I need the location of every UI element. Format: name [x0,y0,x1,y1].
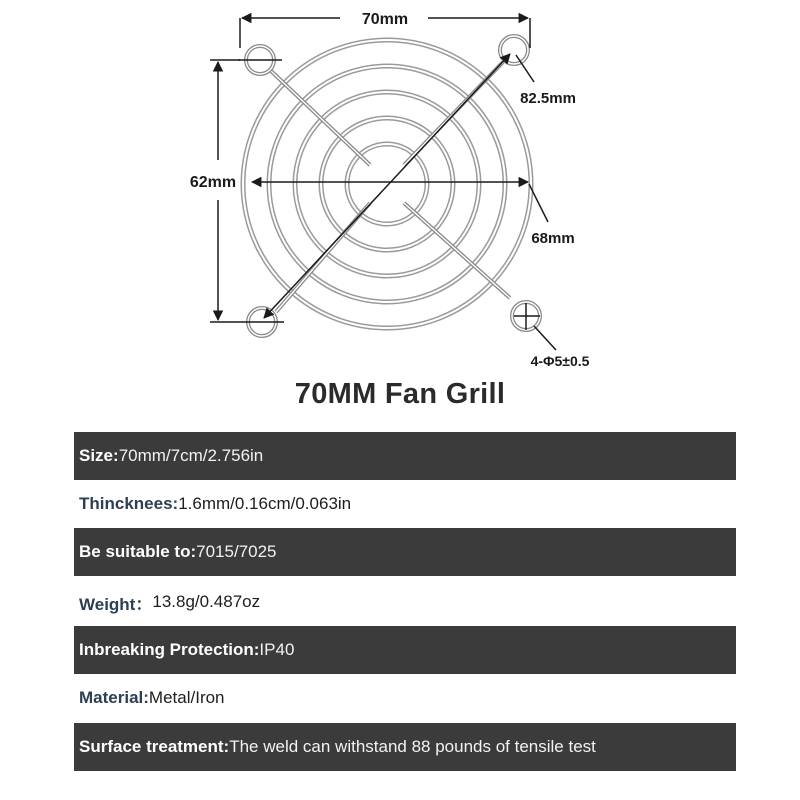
page-title: 70MM Fan Grill [294,378,506,410]
dimension-diagonal-label: 82.5mm [520,90,576,107]
spec-value: Metal/Iron [148,688,225,707]
dimension-height-label: 62mm [189,174,237,191]
spec-row-material [74,674,736,722]
spec-label: Be suitable to: [79,542,197,561]
fan-grill-diagram [0,0,800,370]
dimension-width-label: 70mm [361,11,409,28]
spec-label: Thincknees: [79,494,179,513]
spec-value: The weld can withstand 88 pounds of tensile test [229,737,596,756]
dimension-holes-label: 4-Φ5±0.5 [530,353,590,369]
spec-row-suitable [74,528,736,576]
spec-value: IP40 [259,640,295,659]
dimension-ring-label: 68mm [531,230,575,247]
spec-value: 70mm/7cm/2.756in [118,446,264,465]
spec-row-size [74,432,736,480]
hole-crosshairs [238,60,540,330]
spec-label: Surface treatment: [79,737,230,756]
spec-row-weight [74,578,736,626]
spec-label: Weight： [79,594,153,614]
spec-value: 7015/7025 [196,542,277,561]
dimension-height [210,60,240,322]
spec-value: 13.8g/0.487oz [152,592,261,611]
spec-row-thickness [74,480,736,528]
spec-row-protection [74,626,736,674]
spec-row-surface [74,723,736,771]
spec-label: Inbreaking Protection: [79,640,260,659]
dimension-holes-leader [534,326,556,350]
spec-value: 1.6mm/0.16cm/0.063in [178,494,352,513]
spec-label: Size: [79,446,119,465]
spec-label: Material: [79,688,149,707]
